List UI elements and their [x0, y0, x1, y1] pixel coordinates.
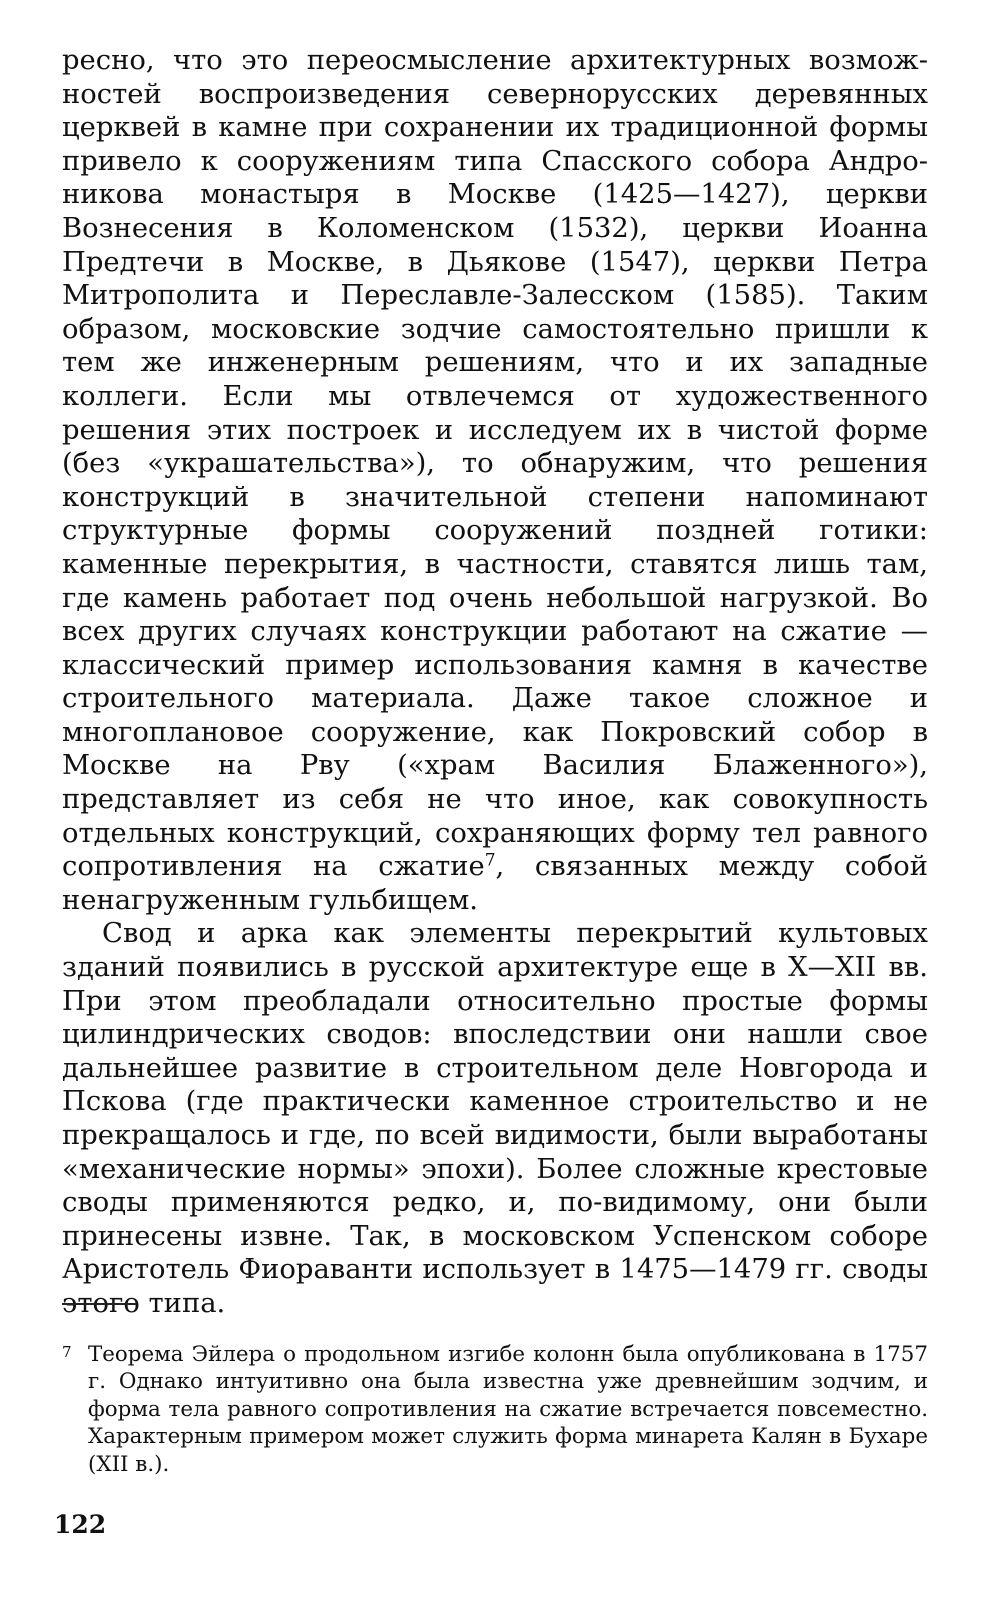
footnote-mark: 7	[62, 1343, 72, 1361]
paragraph-2: Свод и арка как элементы перекрытий культовых зданий появились в русской архитектуре еще в X—XII вв. При этом преобладали относительно простые формы цилиндрических сводов: впоследствии они нашли свое дальнейшее развитие в строительном деле Новгорода и Пскова (где практически каменное строительство и не прекращалось и где, по всей видимости, были выработаны «механические нормы» эпохи). Более сложные крестовые своды применяются редко, и, по-видимому, они были принесены извне. Так, в московском Успенском соборе Аристотель Фиораванти использует в 1475—1479 гг. своды этого типа.	[62, 918, 928, 1319]
footnote-7	[62, 1341, 928, 1478]
footnote-reference[interactable]: 7	[484, 850, 496, 871]
paragraph-1-text-end: , связанных между собой ненагруженным гульбищем.	[62, 851, 928, 916]
footnote-text: Теорема Эйлера о продольном изгибе колонн была опубликована в 1757 г. Однако интуитивно она была известна уже древнейшим зодчим, и форма тела равного сопротивления на сжатие встречается повсеместно. Характерным примером может служить форма минарета Калян в Бухаре (XII в.).	[88, 1342, 928, 1477]
footnotes	[62, 1341, 928, 1478]
page-number: 122	[54, 1510, 107, 1539]
body-text	[62, 44, 928, 1321]
footnote-separator	[62, 1303, 136, 1305]
paragraph-1-text: ресно, что это переосмысление архитектурных возможностей воспроизведения севернорусских деревянных церквей в камне при сохранении их традиционной формы привело к сооружениям типа Спасского собора Андроникова монастыря в Москве (1425—1427), церкви Вознесения в Коломенском (1532), церкви Иоанна Предтечи в Москве, в Дьякове (1547), церкви Петра Митрополита и Переславле-Залесском (1585). Таким образом, московские зодчие самостоятельно пришли к тем же инженерным решениям, что и их западные коллеги. Если мы отвлечемся от художественного решения этих построек и исследуем их в чистой форме (без «украшательства»), то обнаружим, что решения конструкций в значительной степени напоминают структурные формы сооружений поздней готики: каменные перекрытия, в частности, ставятся лишь там, где камень работает под очень небольшой нагрузкой. Во всех других случаях конструкции работают на сжатие — классический пример использования камня в качестве строительного материала. Даже такое сложное и многоплановое сооружение, как Покровский собор в Москве на Рву («храм Василия Блаженного»), представляет из себя не что иное, как совокупность отдельных конструкций, сохраняющих форму тел равного сопротивления на сжатие	[62, 45, 928, 883]
paragraph-1	[62, 44, 928, 917]
